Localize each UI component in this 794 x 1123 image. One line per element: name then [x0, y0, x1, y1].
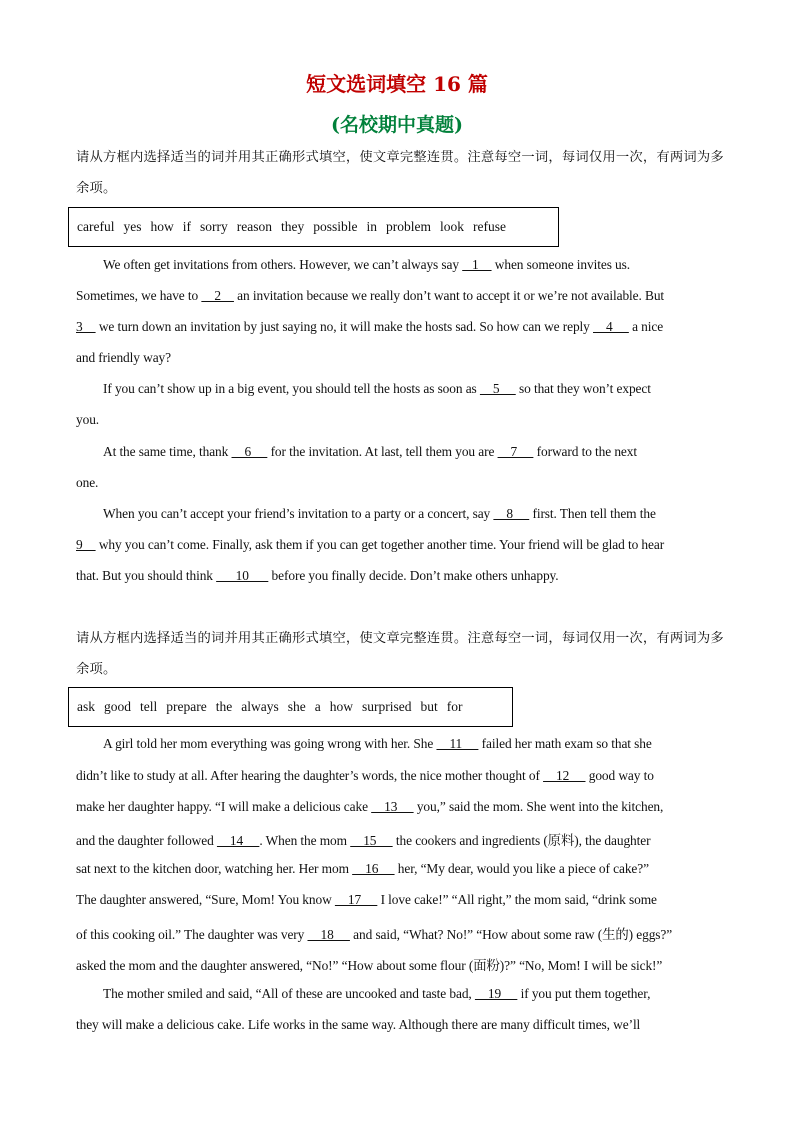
word-box-item: possible: [313, 219, 358, 234]
text: we turn down an invitation by just saying no, it will make the hosts sad. So how can we reply: [95, 319, 594, 334]
text: you.: [76, 412, 100, 427]
passage1-line: [103, 444, 718, 460]
blank-17[interactable]: 17: [334, 892, 378, 907]
text: first. Then tell them the: [529, 506, 656, 521]
text: The mother smiled and said, “All of these are uncooked and taste bad,: [103, 986, 475, 1001]
passage1-line: [76, 568, 718, 584]
blank-18[interactable]: 18: [307, 927, 350, 942]
page-subtitle: (名校期中真题): [331, 114, 463, 136]
passage1-line: [76, 537, 718, 553]
text: forward to the next: [533, 444, 637, 459]
word-box-item: ask: [77, 699, 95, 714]
text: make her daughter happy. “I will make a delicious cake: [76, 799, 372, 814]
passage2-instruction: 请从方框内选择适当的词并用其正确形式填空，使文章完整连贯。注意每空一词，每词仅用一次，有两词为多余项。: [76, 631, 724, 677]
passage2-line: [76, 861, 718, 877]
word-box-item: but: [420, 699, 438, 714]
word-box-item: surprised: [361, 699, 412, 714]
word-box-item: tell: [140, 699, 158, 714]
passage1-line: [76, 412, 718, 428]
word-box-item: sorry: [199, 219, 228, 234]
passage1-line: [103, 381, 718, 397]
blank-7[interactable]: 7: [497, 444, 534, 459]
text: so that they won’t expect: [515, 381, 651, 396]
passage2-line: [76, 892, 718, 908]
word-box-item: problem: [385, 219, 431, 234]
text: that. But you should think: [76, 568, 217, 583]
blank-14[interactable]: 14: [216, 833, 260, 848]
blank-1[interactable]: 1: [462, 257, 492, 272]
text: and friendly way?: [76, 350, 171, 365]
word-box-item: how: [150, 219, 174, 234]
text: of this cooking oil.” The daughter was very: [76, 927, 308, 942]
text: good way to: [585, 768, 654, 783]
text: and said, “What? No!” “How about some raw (生的) eggs?”: [349, 927, 673, 942]
word-box-item: refuse: [473, 219, 506, 234]
word-box-item: the: [215, 699, 233, 714]
text: they will make a delicious cake. Life works in the same way. Although there are many difficult times, we’ll: [76, 1017, 641, 1032]
word-box-item: if: [182, 219, 191, 234]
blank-5[interactable]: 5: [479, 381, 516, 396]
passage2-word-box: [68, 687, 513, 727]
blank-12[interactable]: 12: [543, 768, 586, 783]
passage2-line: [103, 986, 718, 1002]
word-box-item: always: [241, 699, 279, 714]
passage2-line: [103, 736, 718, 752]
word-box-item: a: [314, 699, 321, 714]
blank-13[interactable]: 13: [371, 799, 414, 814]
text: When you can’t accept your friend’s invitation to a party or a concert, say: [103, 506, 494, 521]
text: a nice: [628, 319, 664, 334]
text: The daughter answered, “Sure, Mom! You know: [76, 892, 335, 907]
blank-15[interactable]: 15: [350, 833, 393, 848]
passage2-line: [76, 799, 718, 815]
text: for the invitation. At last, tell them you are: [267, 444, 498, 459]
word-box-item: she: [287, 699, 306, 714]
passage2-line: [76, 955, 718, 974]
text: before you finally decide. Don’t make others unhappy.: [268, 568, 559, 583]
text: an invitation because we really don’t want to accept it or we’re not available. But: [233, 288, 665, 303]
blank-4[interactable]: 4: [593, 319, 629, 334]
word-box-item: they: [280, 219, 305, 234]
passage1-line: [76, 319, 718, 335]
blank-11[interactable]: 11: [436, 736, 479, 751]
text: A girl told her mom everything was going wrong with her. She: [103, 736, 437, 751]
text: and the daughter followed: [76, 833, 217, 848]
passage1-instruction: 请从方框内选择适当的词并用其正确形式填空，使文章完整连贯。注意每空一词，每词仅用一次，有两词为多余项。: [76, 150, 724, 196]
passage1-line: [76, 288, 718, 304]
text: failed her math exam so that she: [478, 736, 652, 751]
passage1-word-box: [68, 207, 559, 247]
passage1-line: [76, 350, 718, 366]
word-box-item: how: [329, 699, 353, 714]
text: when someone invites us.: [491, 257, 631, 272]
text: if you put them together,: [517, 986, 651, 1001]
word-box-item: for: [446, 699, 463, 714]
passage1-line: [76, 475, 718, 491]
passage2-line: [76, 1017, 718, 1033]
text: I love cake!” “All right,” the mom said, “drink some: [377, 892, 657, 907]
passage2-line: [76, 768, 718, 784]
word-box-item: reason: [236, 219, 272, 234]
word-box-item: good: [104, 699, 131, 714]
blank-8[interactable]: 8: [493, 506, 530, 521]
text: her, “My dear, would you like a piece of cake?”: [394, 861, 649, 876]
blank-6[interactable]: 6: [231, 444, 268, 459]
passage2-line: [76, 830, 718, 849]
text: sat next to the kitchen door, watching her. Her mom: [76, 861, 353, 876]
word-box-item: look: [439, 219, 464, 234]
text: you,” said the mom. She went into the kitchen,: [413, 799, 664, 814]
blank-9[interactable]: 9: [76, 537, 96, 552]
blank-3[interactable]: 3: [76, 319, 96, 334]
word-box-item: yes: [123, 219, 142, 234]
text: didn’t like to study at all. After hearing the daughter’s words, the nice mother thought of: [76, 768, 544, 783]
text: If you can’t show up in a big event, you should tell the hosts as soon as: [103, 381, 480, 396]
blank-2[interactable]: 2: [201, 288, 234, 303]
page-title: 短文选词填空 16 篇: [306, 72, 488, 96]
text: why you can’t come. Finally, ask them if you can get together another time. Your friend will be glad to hear: [95, 537, 665, 552]
passage1-line: [103, 506, 718, 522]
word-box-item: in: [366, 219, 377, 234]
text: We often get invitations from others. However, we can’t always say: [103, 257, 463, 272]
text: . When the mom: [259, 833, 351, 848]
text: Sometimes, we have to: [76, 288, 202, 303]
blank-10[interactable]: 10: [216, 568, 269, 583]
word-box-item: careful: [77, 219, 115, 234]
text: one.: [76, 475, 99, 490]
word-box-item: prepare: [166, 699, 207, 714]
text: the cookers and ingredients (原料), the daughter: [392, 833, 651, 848]
passage1-line: [103, 257, 718, 273]
passage2-line: [76, 924, 718, 943]
blank-16[interactable]: 16: [352, 861, 395, 876]
text: asked the mom and the daughter answered, “No!” “How about some flour (面粉)?” “No, Mom! I will be sick!”: [76, 958, 663, 973]
text: At the same time, thank: [103, 444, 232, 459]
blank-19[interactable]: 19: [474, 986, 518, 1001]
